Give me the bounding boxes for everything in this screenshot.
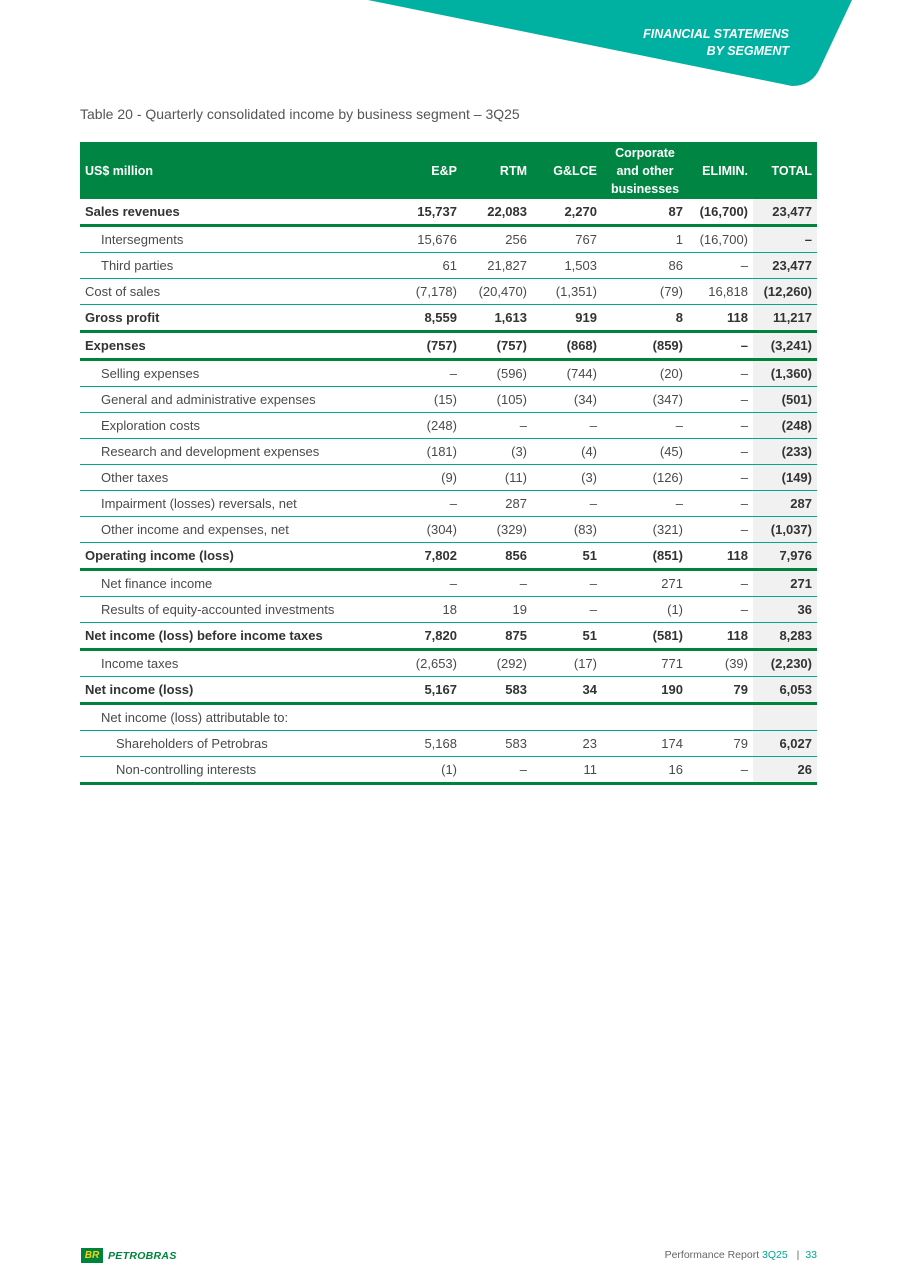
row-label: General and administrative expenses <box>80 387 395 413</box>
row-label: Income taxes <box>80 650 395 677</box>
cell-ep <box>395 704 462 731</box>
cell-elimin: – <box>688 413 753 439</box>
cell-rtm: 21,827 <box>462 253 532 279</box>
cell-corporate: 86 <box>602 253 688 279</box>
row-label: Operating income (loss) <box>80 543 395 570</box>
table-row <box>80 570 817 597</box>
cell-glc: 2,270 <box>532 199 602 226</box>
cell-ep: – <box>395 360 462 387</box>
cell-rtm: – <box>462 413 532 439</box>
table-row <box>80 650 817 677</box>
cell-glc: – <box>532 570 602 597</box>
row-label: Third parties <box>80 253 395 279</box>
cell-elimin: 118 <box>688 305 753 332</box>
cell-corporate: – <box>602 413 688 439</box>
cell-glc: 11 <box>532 757 602 784</box>
cell-ep: (757) <box>395 332 462 360</box>
cell-ep: – <box>395 570 462 597</box>
br-logo-icon: BR <box>81 1248 103 1263</box>
table-row <box>80 491 817 517</box>
cell-total: 26 <box>753 757 817 784</box>
cell-corporate: 174 <box>602 731 688 757</box>
cell-elimin: – <box>688 491 753 517</box>
cell-total: 6,027 <box>753 731 817 757</box>
cell-rtm: (11) <box>462 465 532 491</box>
cell-rtm: (596) <box>462 360 532 387</box>
cell-rtm: 583 <box>462 677 532 704</box>
cell-ep: 5,167 <box>395 677 462 704</box>
cell-rtm <box>462 704 532 731</box>
page-number: 33 <box>805 1249 817 1261</box>
cell-ep: (304) <box>395 517 462 543</box>
cell-elimin: – <box>688 465 753 491</box>
cell-elimin: – <box>688 570 753 597</box>
cell-glc: 919 <box>532 305 602 332</box>
cell-corporate: 87 <box>602 199 688 226</box>
cell-glc: – <box>532 597 602 623</box>
cell-ep: (9) <box>395 465 462 491</box>
cell-rtm: 875 <box>462 623 532 650</box>
table-row <box>80 704 817 731</box>
cell-total: (12,260) <box>753 279 817 305</box>
cell-rtm: 256 <box>462 226 532 253</box>
cell-rtm: 287 <box>462 491 532 517</box>
cell-corporate <box>602 704 688 731</box>
cell-elimin: – <box>688 757 753 784</box>
cell-glc <box>532 704 602 731</box>
income-by-segment-table <box>80 142 817 785</box>
section-title-line1: FINANCIAL STATEMENS <box>643 27 789 41</box>
cell-elimin: – <box>688 360 753 387</box>
cell-elimin: – <box>688 439 753 465</box>
cell-corporate: (347) <box>602 387 688 413</box>
cell-glc: (34) <box>532 387 602 413</box>
cell-elimin: 118 <box>688 543 753 570</box>
cell-glc: (868) <box>532 332 602 360</box>
cell-corporate: 271 <box>602 570 688 597</box>
cell-total: – <box>753 226 817 253</box>
report-label: Performance Report <box>664 1249 760 1261</box>
cell-ep: 61 <box>395 253 462 279</box>
cell-total: (1,360) <box>753 360 817 387</box>
cell-glc: 51 <box>532 543 602 570</box>
cell-ep: (15) <box>395 387 462 413</box>
table-row <box>80 757 817 784</box>
report-period: 3Q25 <box>762 1249 788 1261</box>
cell-rtm: (3) <box>462 439 532 465</box>
column-header-glc: G&LCE <box>532 142 602 199</box>
table-row <box>80 226 817 253</box>
column-header-corporate: Corporate and other businesses <box>602 142 688 199</box>
row-label: Other income and expenses, net <box>80 517 395 543</box>
cell-corporate: (79) <box>602 279 688 305</box>
footer-separator: | <box>796 1249 800 1261</box>
cell-ep: (248) <box>395 413 462 439</box>
cell-glc: 51 <box>532 623 602 650</box>
table-row <box>80 387 817 413</box>
cell-glc: 34 <box>532 677 602 704</box>
cell-corporate: 1 <box>602 226 688 253</box>
cell-corporate: (1) <box>602 597 688 623</box>
cell-rtm: 19 <box>462 597 532 623</box>
cell-corporate: 771 <box>602 650 688 677</box>
row-label: Impairment (losses) reversals, net <box>80 491 395 517</box>
table-row <box>80 677 817 704</box>
cell-total: (248) <box>753 413 817 439</box>
row-label: Expenses <box>80 332 395 360</box>
column-header-total: TOTAL <box>753 142 817 199</box>
table-row <box>80 517 817 543</box>
cell-rtm: – <box>462 570 532 597</box>
row-label: Net income (loss) attributable to: <box>80 704 395 731</box>
column-header-rtm: RTM <box>462 142 532 199</box>
cell-ep: 8,559 <box>395 305 462 332</box>
cell-glc: (1,351) <box>532 279 602 305</box>
section-title-line2: BY SEGMENT <box>706 44 789 58</box>
cell-glc: (83) <box>532 517 602 543</box>
cell-ep: 7,802 <box>395 543 462 570</box>
cell-glc: (3) <box>532 465 602 491</box>
row-label: Gross profit <box>80 305 395 332</box>
cell-corporate: (859) <box>602 332 688 360</box>
cell-total: 36 <box>753 597 817 623</box>
column-header-unit: US$ million <box>80 142 395 199</box>
cell-elimin: – <box>688 387 753 413</box>
cell-corporate: (581) <box>602 623 688 650</box>
cell-ep: 15,737 <box>395 199 462 226</box>
table-row <box>80 199 817 226</box>
row-label: Results of equity-accounted investments <box>80 597 395 623</box>
cell-corporate: (126) <box>602 465 688 491</box>
column-header-ep: E&P <box>395 142 462 199</box>
cell-total: 7,976 <box>753 543 817 570</box>
cell-elimin: 118 <box>688 623 753 650</box>
cell-total: (149) <box>753 465 817 491</box>
cell-corporate: (20) <box>602 360 688 387</box>
cell-corporate: 8 <box>602 305 688 332</box>
cell-elimin: – <box>688 597 753 623</box>
table-row <box>80 439 817 465</box>
brand-name: PETROBRAS <box>108 1250 177 1262</box>
cell-glc: (744) <box>532 360 602 387</box>
cell-corporate: (45) <box>602 439 688 465</box>
cell-total: 6,053 <box>753 677 817 704</box>
row-label: Sales revenues <box>80 199 395 226</box>
cell-elimin: 16,818 <box>688 279 753 305</box>
cell-total: 8,283 <box>753 623 817 650</box>
row-label: Net finance income <box>80 570 395 597</box>
page-footer <box>665 1249 817 1261</box>
cell-total: 11,217 <box>753 305 817 332</box>
cell-glc: 23 <box>532 731 602 757</box>
cell-glc: – <box>532 491 602 517</box>
row-label: Intersegments <box>80 226 395 253</box>
cell-ep: 18 <box>395 597 462 623</box>
cell-glc: 1,503 <box>532 253 602 279</box>
cell-elimin: (39) <box>688 650 753 677</box>
row-label: Shareholders of Petrobras <box>80 731 395 757</box>
cell-ep: – <box>395 491 462 517</box>
cell-elimin: (16,700) <box>688 226 753 253</box>
table-caption: Table 20 - Quarterly consolidated income by business segment – 3Q25 <box>80 106 520 122</box>
cell-corporate: 16 <box>602 757 688 784</box>
cell-rtm: (757) <box>462 332 532 360</box>
cell-elimin: (16,700) <box>688 199 753 226</box>
row-label: Research and development expenses <box>80 439 395 465</box>
section-title <box>643 26 789 60</box>
cell-total: (1,037) <box>753 517 817 543</box>
cell-ep: (2,653) <box>395 650 462 677</box>
cell-total: 287 <box>753 491 817 517</box>
column-header-elimin: ELIMIN. <box>688 142 753 199</box>
cell-rtm: 583 <box>462 731 532 757</box>
row-label: Net income (loss) before income taxes <box>80 623 395 650</box>
row-label: Selling expenses <box>80 360 395 387</box>
cell-elimin: – <box>688 517 753 543</box>
cell-corporate: 190 <box>602 677 688 704</box>
cell-ep: (181) <box>395 439 462 465</box>
table-row <box>80 360 817 387</box>
cell-rtm: 1,613 <box>462 305 532 332</box>
cell-elimin <box>688 704 753 731</box>
cell-glc: (4) <box>532 439 602 465</box>
cell-rtm: (20,470) <box>462 279 532 305</box>
cell-rtm: 22,083 <box>462 199 532 226</box>
cell-rtm: (105) <box>462 387 532 413</box>
cell-total: (501) <box>753 387 817 413</box>
row-label: Exploration costs <box>80 413 395 439</box>
cell-ep: 7,820 <box>395 623 462 650</box>
cell-total: 23,477 <box>753 253 817 279</box>
cell-elimin: 79 <box>688 677 753 704</box>
cell-rtm: (292) <box>462 650 532 677</box>
cell-ep: (1) <box>395 757 462 784</box>
cell-elimin: 79 <box>688 731 753 757</box>
table-row <box>80 305 817 332</box>
cell-corporate: (321) <box>602 517 688 543</box>
cell-corporate: – <box>602 491 688 517</box>
cell-elimin: – <box>688 332 753 360</box>
cell-rtm: – <box>462 757 532 784</box>
cell-rtm: 856 <box>462 543 532 570</box>
cell-total <box>753 704 817 731</box>
row-label: Cost of sales <box>80 279 395 305</box>
cell-total: (2,230) <box>753 650 817 677</box>
table-row <box>80 623 817 650</box>
table-row <box>80 413 817 439</box>
table-row <box>80 465 817 491</box>
petrobras-logo <box>81 1247 186 1265</box>
cell-total: (233) <box>753 439 817 465</box>
cell-ep: 5,168 <box>395 731 462 757</box>
table-row <box>80 597 817 623</box>
row-label: Other taxes <box>80 465 395 491</box>
cell-corporate: (851) <box>602 543 688 570</box>
cell-glc: – <box>532 413 602 439</box>
table-row <box>80 253 817 279</box>
cell-glc: 767 <box>532 226 602 253</box>
row-label: Net income (loss) <box>80 677 395 704</box>
table-row <box>80 332 817 360</box>
table-row <box>80 543 817 570</box>
cell-total: 23,477 <box>753 199 817 226</box>
cell-rtm: (329) <box>462 517 532 543</box>
cell-ep: 15,676 <box>395 226 462 253</box>
cell-total: 271 <box>753 570 817 597</box>
table-row <box>80 279 817 305</box>
cell-glc: (17) <box>532 650 602 677</box>
cell-elimin: – <box>688 253 753 279</box>
cell-ep: (7,178) <box>395 279 462 305</box>
table-header-row <box>80 142 817 199</box>
row-label: Non-controlling interests <box>80 757 395 784</box>
table-row <box>80 731 817 757</box>
cell-total: (3,241) <box>753 332 817 360</box>
